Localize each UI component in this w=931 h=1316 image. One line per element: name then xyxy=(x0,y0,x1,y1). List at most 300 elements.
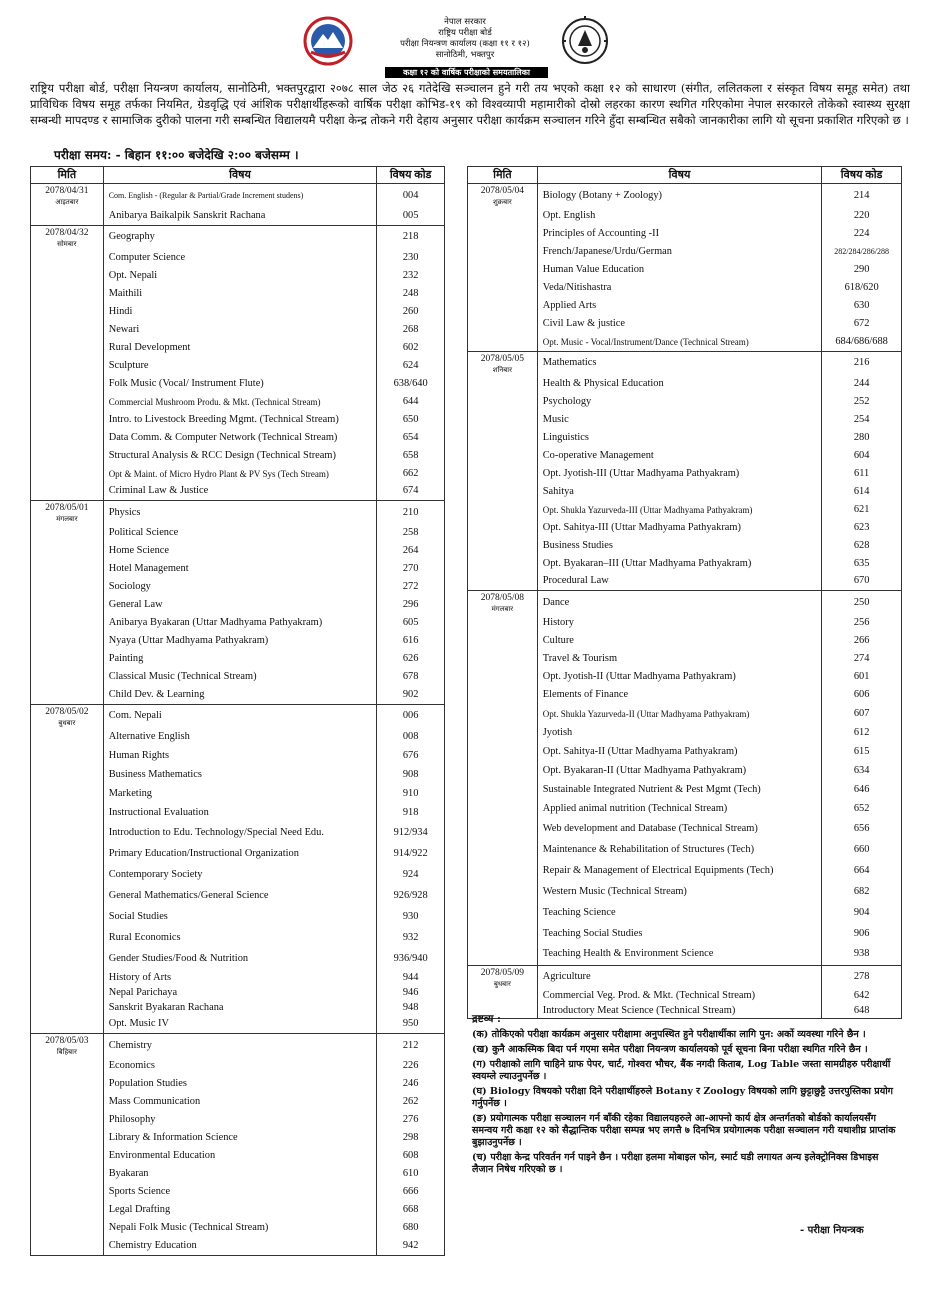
exam-date: 2078/05/09 xyxy=(480,967,524,978)
subject-code-cell: 926/928 xyxy=(377,886,445,907)
subject-cell: Opt. Shukla Yazurveda-II (Uttar Madhyama Pathyakram) xyxy=(537,704,822,723)
table-row xyxy=(31,928,445,949)
exam-day: बुधबार xyxy=(493,979,511,988)
board-logo xyxy=(303,16,353,66)
date-cell xyxy=(468,944,538,965)
table-row xyxy=(31,596,445,614)
date-cell xyxy=(31,560,104,578)
subject-code-cell: 618/620 xyxy=(822,279,902,297)
date-cell xyxy=(31,285,104,303)
subject-cell: Introduction to Edu. Technology/Special Need Edu. xyxy=(103,823,377,844)
exam-date: 2078/05/05 xyxy=(480,353,524,364)
subject-cell: Commercial Veg. Prod. & Mkt. (Technical Stream) xyxy=(537,989,822,1004)
subject-code-cell: 938 xyxy=(822,944,902,965)
subject-code-cell: 601 xyxy=(822,668,902,686)
subject-code-cell: 298 xyxy=(377,1129,445,1147)
subject-cell: Com. Nepali xyxy=(103,704,377,728)
table-row xyxy=(31,1016,445,1034)
date-cell xyxy=(468,465,538,483)
subject-cell: Elements of Finance xyxy=(537,686,822,704)
exam-day: मंगलबार xyxy=(491,605,514,613)
subject-code-cell: 218 xyxy=(377,225,445,249)
subject-cell: Teaching Health & Environment Science xyxy=(537,944,822,965)
table-row xyxy=(31,1093,445,1111)
exam-date: 2078/05/03 xyxy=(45,1036,89,1046)
date-cell xyxy=(468,375,538,393)
date-cell xyxy=(31,1129,104,1147)
subject-cell: Byakaran xyxy=(103,1165,377,1183)
subject-code-cell: 932 xyxy=(377,928,445,949)
table-row xyxy=(31,886,445,907)
table-row xyxy=(31,704,445,728)
subject-cell: Biology (Botany + Zoology) xyxy=(537,184,822,208)
subject-cell: Nepali Folk Music (Technical Stream) xyxy=(103,1219,377,1237)
table-row xyxy=(468,207,902,225)
subject-cell: Principles of Accounting -II xyxy=(537,225,822,243)
subject-code-cell: 280 xyxy=(822,429,902,447)
date-cell xyxy=(31,483,104,501)
date-cell xyxy=(468,297,538,315)
date-cell xyxy=(468,650,538,668)
table-row xyxy=(31,184,445,208)
subject-code-cell: 608 xyxy=(377,1147,445,1165)
exam-day: बुधबार xyxy=(58,718,76,727)
subject-cell: Environmental Education xyxy=(103,1147,377,1165)
date-cell xyxy=(468,429,538,447)
subject-code-cell: 630 xyxy=(822,297,902,315)
subject-code-cell: 660 xyxy=(822,839,902,860)
subject-code-cell: 906 xyxy=(822,923,902,944)
date-cell xyxy=(468,614,538,632)
subject-cell: Maithili xyxy=(103,285,377,303)
table-row xyxy=(31,303,445,321)
date-cell xyxy=(468,923,538,944)
table-row xyxy=(31,357,445,375)
table-row xyxy=(31,865,445,886)
date-cell xyxy=(31,339,104,357)
subject-code-cell: 623 xyxy=(822,519,902,537)
table-row xyxy=(31,393,445,411)
table-row xyxy=(468,555,902,573)
table-row xyxy=(31,447,445,465)
subject-cell: Procedural Law xyxy=(537,573,822,591)
table-row xyxy=(31,1165,445,1183)
date-cell xyxy=(468,704,538,723)
subject-code-cell: 260 xyxy=(377,303,445,321)
date-cell xyxy=(31,225,104,249)
table-row xyxy=(468,315,902,333)
subject-cell: Computer Science xyxy=(103,249,377,267)
date-cell xyxy=(468,501,538,519)
note-item: (क) तोकिएको परीक्षा कार्यक्रम अनुसार परीक्षामा अनुपस्थित हुने परीक्षार्थीका लागि पुन: अर्को व्यवस्था गरिने छैन । xyxy=(472,1029,866,1040)
subject-cell: Hindi xyxy=(103,303,377,321)
subject-cell: Primary Education/Instructional Organization xyxy=(103,844,377,865)
exam-date: 2078/05/02 xyxy=(45,706,89,717)
subject-code-cell: 656 xyxy=(822,818,902,839)
table-row xyxy=(468,261,902,279)
table-row xyxy=(31,249,445,267)
date-cell xyxy=(468,351,538,375)
subject-cell: Psychology xyxy=(537,393,822,411)
subject-code-cell: 220 xyxy=(822,207,902,225)
subject-cell: Business Mathematics xyxy=(103,766,377,785)
table-row xyxy=(31,1237,445,1255)
note-item: (ख) कुनै आकस्मिक बिदा पर्न गएमा समेत परीक्षा नियन्त्रण कार्यालयको पूर्व सूचना बिना परीक्षा स्थगित गरिने छैन । xyxy=(472,1044,868,1055)
table-row xyxy=(31,267,445,285)
table-row xyxy=(468,923,902,944)
table-row xyxy=(468,989,902,1004)
table-row xyxy=(31,1147,445,1165)
subject-cell: Child Dev. & Learning xyxy=(103,686,377,704)
exam-date: 2078/05/01 xyxy=(45,503,89,513)
date-cell xyxy=(31,766,104,785)
date-cell xyxy=(468,573,538,591)
subject-code-cell: 948 xyxy=(377,1001,445,1016)
subject-cell: Geography xyxy=(103,225,377,249)
subject-code-cell: 650 xyxy=(377,411,445,429)
table-row xyxy=(31,970,445,986)
subject-code-cell: 266 xyxy=(822,632,902,650)
subject-code-cell: 668 xyxy=(377,1201,445,1219)
subject-code-cell: 264 xyxy=(377,542,445,560)
column-header-subject: विषय xyxy=(537,167,822,184)
date-cell xyxy=(468,225,538,243)
date-cell xyxy=(468,860,538,881)
date-cell xyxy=(31,447,104,465)
table-row xyxy=(31,1075,445,1093)
date-cell xyxy=(31,465,104,483)
header-line-3: परीक्षा नियन्त्रण कार्यालय (कक्षा ११ र १२) xyxy=(400,39,530,49)
date-cell xyxy=(31,1111,104,1129)
subject-cell: Opt. Sahitya-II (Uttar Madhyama Pathyakram) xyxy=(537,742,822,761)
subject-cell: Economics xyxy=(103,1057,377,1075)
subject-code-cell: 950 xyxy=(377,1016,445,1034)
date-cell xyxy=(31,321,104,339)
table-row xyxy=(31,668,445,686)
date-cell xyxy=(468,780,538,799)
date-cell xyxy=(468,315,538,333)
note-item: (घ) Biology विषयको परीक्षा दिने परीक्षार्थीहरुले Botany र Zoology विषयको लागि छुट्टाछुट्टै उत्तरपुस्तिका प्रयोग गर्नुपर्नेछ । xyxy=(472,1086,894,1109)
subject-code-cell: 646 xyxy=(822,780,902,799)
table-row xyxy=(468,860,902,881)
exam-date: 2078/04/31 xyxy=(45,186,89,196)
subject-cell: Opt. Byakaran–III (Uttar Madhyama Pathyakram) xyxy=(537,555,822,573)
date-cell xyxy=(468,668,538,686)
subject-cell: Teaching Science xyxy=(537,902,822,923)
table-row xyxy=(468,650,902,668)
date-cell xyxy=(468,881,538,902)
subject-code-cell: 670 xyxy=(822,573,902,591)
table-row xyxy=(31,1201,445,1219)
subject-code-cell: 602 xyxy=(377,339,445,357)
subject-code-cell: 604 xyxy=(822,447,902,465)
subject-cell: Population Studies xyxy=(103,1075,377,1093)
table-row xyxy=(468,965,902,989)
date-cell xyxy=(468,279,538,297)
table-row xyxy=(468,704,902,723)
note-item: (ङ) प्रयोगात्मक परीक्षा सञ्चालन गर्न बाँकी रहेका विद्यालयहरुले आ-आफ्नो कार्य क्षेत्र अन्तर्गतको बोर्डको कार्यालयसँग समन्वय गरी कक्षा १२ को सैद्धान्तिक परीक्षा सम्पन्न भए लगत्तै ७ दिनभित्र प्रयोगात्मक परीक्षा सञ्चालन गरी यथाशीघ्र प्राप्तांक बुझाउनुपर्नेछ । xyxy=(472,1113,896,1148)
date-cell xyxy=(31,596,104,614)
subject-cell: Applied Arts xyxy=(537,297,822,315)
subject-cell: Classical Music (Technical Stream) xyxy=(103,668,377,686)
note-item: (ग) परीक्षाको लागि चाहिने ग्राफ पेपर, चार्ट, गोश्वरा भौचर, बैंक नगदी किताब, Log Table जस्ता सामग्रीहरु परीक्षार्थी स्वयम्ले ल्याउनुपर्नेछ । xyxy=(472,1059,891,1082)
subject-cell: Nyaya (Uttar Madhyama Pathyakram) xyxy=(103,632,377,650)
subject-code-cell: 666 xyxy=(377,1183,445,1201)
subject-code-cell: 252 xyxy=(822,393,902,411)
subject-cell: Human Value Education xyxy=(537,261,822,279)
table-row xyxy=(468,411,902,429)
table-row xyxy=(31,632,445,650)
subject-code-cell: 250 xyxy=(822,591,902,615)
subject-code-cell: 216 xyxy=(822,351,902,375)
subject-code-cell: 254 xyxy=(822,411,902,429)
table-row xyxy=(31,1111,445,1129)
subject-cell: General Mathematics/General Science xyxy=(103,886,377,907)
subject-cell: Contemporary Society xyxy=(103,865,377,886)
subject-code-cell: 272 xyxy=(377,578,445,596)
subject-cell: Nepal Parichaya xyxy=(103,986,377,1001)
subject-cell: Instructional Evaluation xyxy=(103,804,377,823)
subject-code-cell: 624 xyxy=(377,357,445,375)
subject-cell: Political Science xyxy=(103,524,377,542)
subject-code-cell: 664 xyxy=(822,860,902,881)
date-cell xyxy=(31,928,104,949)
table-row xyxy=(468,393,902,411)
subject-cell: Sahitya xyxy=(537,483,822,501)
exam-time: परीक्षा समय: - बिहान ११:०० बजेदेखि २:०० बजेसम्म । xyxy=(54,148,299,162)
subject-cell: Social Studies xyxy=(103,907,377,928)
table-row xyxy=(468,465,902,483)
date-cell xyxy=(468,632,538,650)
column-header-date: मिति xyxy=(468,167,538,184)
subject-code-cell: 611 xyxy=(822,465,902,483)
date-cell xyxy=(31,1147,104,1165)
subject-code-cell: 270 xyxy=(377,560,445,578)
subject-code-cell: 274 xyxy=(822,650,902,668)
subject-cell: Sculpture xyxy=(103,357,377,375)
subject-cell: Dance xyxy=(537,591,822,615)
date-cell xyxy=(31,1201,104,1219)
subject-code-cell: 244 xyxy=(822,375,902,393)
table-row xyxy=(31,1034,445,1058)
table-row xyxy=(31,375,445,393)
date-cell xyxy=(31,1165,104,1183)
date-cell xyxy=(31,411,104,429)
table-row xyxy=(31,747,445,766)
subject-cell: Opt. Music - Vocal/Instrument/Dance (Technical Stream) xyxy=(537,333,822,351)
subject-cell: Sanskrit Byakaran Rachana xyxy=(103,1001,377,1016)
header-text xyxy=(370,17,560,61)
date-cell xyxy=(31,614,104,632)
date-cell xyxy=(31,501,104,525)
date-cell xyxy=(31,542,104,560)
subject-code-cell: 944 xyxy=(377,970,445,986)
subject-cell: Rural Development xyxy=(103,339,377,357)
table-row xyxy=(468,723,902,742)
subject-cell: Opt. Sahitya-III (Uttar Madhyama Pathyakram) xyxy=(537,519,822,537)
subject-code-cell: 942 xyxy=(377,1237,445,1255)
table-row xyxy=(468,243,902,261)
date-cell xyxy=(31,632,104,650)
subject-cell: Library & Information Science xyxy=(103,1129,377,1147)
date-cell xyxy=(468,742,538,761)
subject-cell: Mass Communication xyxy=(103,1093,377,1111)
table-row xyxy=(468,447,902,465)
date-cell xyxy=(468,333,538,351)
table-row xyxy=(468,537,902,555)
column-header-code: विषय कोड xyxy=(822,167,902,184)
table-row xyxy=(468,351,902,375)
table-row xyxy=(31,785,445,804)
subject-code-cell: 642 xyxy=(822,989,902,1004)
subject-code-cell: 282/284/286/288 xyxy=(822,243,902,261)
subject-code-cell: 644 xyxy=(377,393,445,411)
date-cell xyxy=(31,886,104,907)
subject-code-cell: 672 xyxy=(822,315,902,333)
subject-code-cell: 278 xyxy=(822,965,902,989)
table-row xyxy=(468,668,902,686)
table-row xyxy=(468,375,902,393)
date-cell xyxy=(31,949,104,970)
date-cell xyxy=(31,865,104,886)
schedule-table-left xyxy=(30,166,445,1256)
subject-cell: Marketing xyxy=(103,785,377,804)
subject-code-cell: 924 xyxy=(377,865,445,886)
subject-cell: Opt. Nepali xyxy=(103,267,377,285)
subject-code-cell: 230 xyxy=(377,249,445,267)
table-row xyxy=(31,907,445,928)
subject-cell: Hotel Management xyxy=(103,560,377,578)
subject-code-cell: 912/934 xyxy=(377,823,445,844)
date-cell xyxy=(468,799,538,818)
subject-code-cell: 290 xyxy=(822,261,902,279)
notes-heading: द्रष्टव्य : xyxy=(472,1013,501,1025)
date-cell xyxy=(31,1057,104,1075)
date-cell xyxy=(468,686,538,704)
subject-code-cell: 662 xyxy=(377,465,445,483)
subject-code-cell: 262 xyxy=(377,1093,445,1111)
subject-code-cell: 615 xyxy=(822,742,902,761)
subject-code-cell: 214 xyxy=(822,184,902,208)
subject-cell: Alternative English xyxy=(103,728,377,747)
date-cell xyxy=(468,537,538,555)
table-row xyxy=(468,761,902,780)
column-header-subject: विषय xyxy=(103,167,377,184)
subject-cell: Sports Science xyxy=(103,1183,377,1201)
date-cell xyxy=(31,524,104,542)
table-row xyxy=(31,728,445,747)
date-cell xyxy=(31,1001,104,1016)
table-row xyxy=(31,465,445,483)
subject-cell: Veda/Nitishastra xyxy=(537,279,822,297)
date-cell xyxy=(468,591,538,615)
subject-cell: History xyxy=(537,614,822,632)
intro-paragraph: राष्ट्रिय परीक्षा बोर्ड, परीक्षा नियन्त्रण कार्यालय, सानोठिमी, भक्तपुरद्वारा २०७८ साल जेठ २६ गतेदेखि सञ्चालन हुने गरी तय भएको कक्षा १२ को साधारण (संगीत, ललितकला र संस्कृत विषय समूह समेत) तथा प्राविधिक विषय समूह तर्फका नियमित, ग्रेडवृद्धि एवं आंशिक परीक्षार्थीहरूको वार्षिक परीक्षा कोभिड-१९ को विश्वव्यापी महामारीको दोस्रो लहरका कारण स्थगित गरिएकोमा नेपाल सरकारले तोकेको स्वास्थ्य सुरक्षा सम्बन्धी मापदण्ड र सामाजिक दुरीको पालना गरी सम्बन्धित विद्यालयमै परीक्षा केन्द्र तोकने गरी देहाय अनुसार परीक्षा कार्यक्रम सञ्चालन गरिने हुँदा सम्बन्धित सबैको जानकारीका लागि यो सूचना प्रकाशित गरिएको छ । xyxy=(30,81,910,128)
subject-cell: Gender Studies/Food & Nutrition xyxy=(103,949,377,970)
table-row xyxy=(31,225,445,249)
subject-cell: Opt. Byakaran-II (Uttar Madhyama Pathyakram) xyxy=(537,761,822,780)
subject-cell: Travel & Tourism xyxy=(537,650,822,668)
subject-code-cell: 678 xyxy=(377,668,445,686)
date-cell xyxy=(468,207,538,225)
subject-code-cell: 614 xyxy=(822,483,902,501)
date-cell xyxy=(468,839,538,860)
subject-code-cell: 628 xyxy=(822,537,902,555)
subject-cell: Rural Economics xyxy=(103,928,377,949)
date-cell xyxy=(31,1016,104,1034)
subject-code-cell: 635 xyxy=(822,555,902,573)
table-row xyxy=(31,1057,445,1075)
subject-code-cell: 658 xyxy=(377,447,445,465)
date-cell xyxy=(468,184,538,208)
subject-cell: Sustainable Integrated Nutrient & Pest Mgmt (Tech) xyxy=(537,780,822,799)
subject-cell: Opt & Maint. of Micro Hydro Plant & PV Sys (Tech Stream) xyxy=(103,465,377,483)
subject-code-cell: 226 xyxy=(377,1057,445,1075)
date-cell xyxy=(31,578,104,596)
table-row xyxy=(31,1219,445,1237)
table-row xyxy=(31,844,445,865)
signature: - परीक्षा नियन्त्रक xyxy=(800,1225,864,1236)
exam-day: शुक्रबार xyxy=(492,198,512,206)
date-cell xyxy=(31,249,104,267)
subject-code-cell: 212 xyxy=(377,1034,445,1058)
subject-cell: Teaching Social Studies xyxy=(537,923,822,944)
subject-code-cell: 638/640 xyxy=(377,375,445,393)
table-row xyxy=(31,614,445,632)
table-row xyxy=(31,501,445,525)
subject-code-cell: 902 xyxy=(377,686,445,704)
subject-cell: Mathematics xyxy=(537,351,822,375)
subject-cell: Business Studies xyxy=(537,537,822,555)
subject-code-cell: 652 xyxy=(822,799,902,818)
table-row xyxy=(31,207,445,225)
date-cell xyxy=(31,686,104,704)
table-row xyxy=(468,429,902,447)
schedule-table-right xyxy=(467,166,902,1019)
subject-code-cell: 210 xyxy=(377,501,445,525)
date-cell xyxy=(31,184,104,208)
table-row xyxy=(468,799,902,818)
subject-code-cell: 682 xyxy=(822,881,902,902)
date-cell xyxy=(31,1183,104,1201)
subject-cell: Legal Drafting xyxy=(103,1201,377,1219)
subject-cell: Newari xyxy=(103,321,377,339)
subject-cell: Chemistry xyxy=(103,1034,377,1058)
date-cell xyxy=(468,393,538,411)
subject-cell: Repair & Management of Electrical Equipments (Tech) xyxy=(537,860,822,881)
column-header-code: विषय कोड xyxy=(377,167,445,184)
table-row xyxy=(31,339,445,357)
table-row xyxy=(31,321,445,339)
table-row xyxy=(468,333,902,351)
table-row xyxy=(31,542,445,560)
subject-code-cell: 005 xyxy=(377,207,445,225)
table-row xyxy=(468,839,902,860)
table-row xyxy=(468,297,902,315)
subject-cell: Opt. English xyxy=(537,207,822,225)
subject-code-cell: 634 xyxy=(822,761,902,780)
table-row xyxy=(31,524,445,542)
subject-cell: Opt. Jyotish-III (Uttar Madhyama Pathyakram) xyxy=(537,465,822,483)
table-row xyxy=(31,1129,445,1147)
subject-cell: Music xyxy=(537,411,822,429)
note-item: (च) परीक्षा केन्द्र परिवर्तन गर्न पाइने छैन । परीक्षा हलमा मोबाइल फोन, स्मार्ट घडी लगायत अन्य इलेक्ट्रोनिक्स डिभाइस लैजान निषेध गरिएको छ । xyxy=(472,1152,879,1175)
table-row xyxy=(31,650,445,668)
date-cell xyxy=(31,1219,104,1237)
table-header-row xyxy=(468,167,902,184)
subject-cell: Criminal Law & Justice xyxy=(103,483,377,501)
date-cell xyxy=(31,747,104,766)
